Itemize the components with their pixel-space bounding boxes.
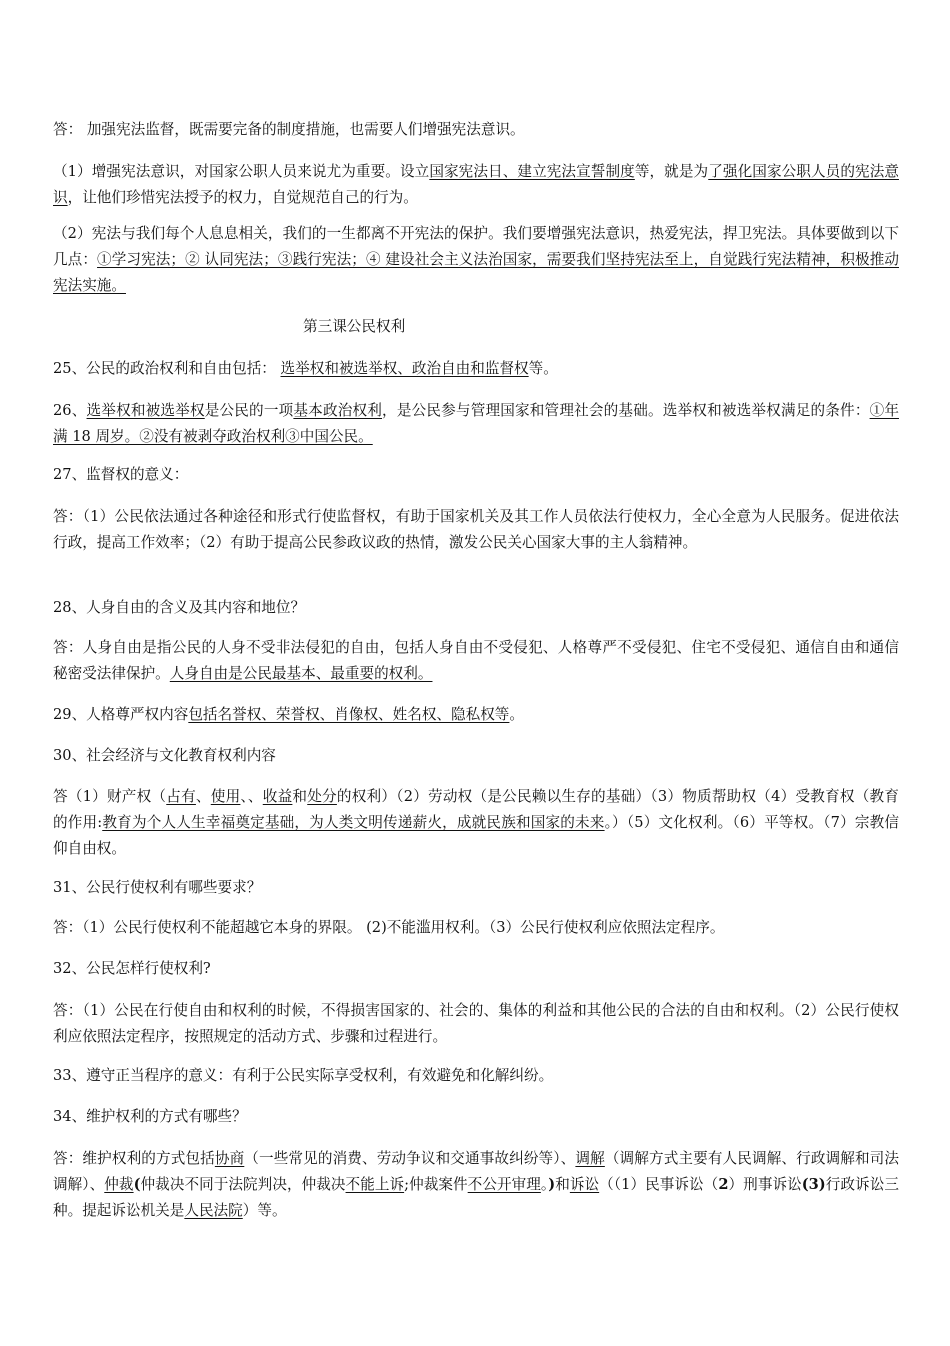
question-25: [53, 356, 899, 382]
text-segment: 27、监督权的意义：: [53, 466, 189, 483]
underlined-text: 人民法院: [184, 1202, 243, 1219]
text-segment: 33、遵守正当程序的意义：有利于公民实际享受权利，有效避免和化解纠纷。: [53, 1067, 554, 1084]
text-segment: 和: [555, 1176, 570, 1193]
lesson-title: [303, 314, 603, 340]
text-segment: 28、人身自由的含义及其内容和地位？: [53, 599, 306, 616]
question-34: [53, 1104, 899, 1130]
text-segment: 。: [540, 1176, 549, 1193]
text-segment: 34、维护权利的方式有哪些？: [53, 1108, 247, 1125]
text-segment: 。）（5）文化权利。（6）平等权。（7）宗教信仰自由权。: [53, 814, 899, 857]
text-segment: 答：（1）公民在行使自由和权利的时候，不得损害国家的、社会的、集体的利益和其他公民的合法的自由和权利。（2）公民行使权利应依照法定程序，按照规定的活动方式、步骤和过程进行。: [53, 1002, 899, 1045]
underlined-text: 不能上诉: [345, 1176, 405, 1193]
text-segment: 29、人格尊严权内容: [53, 706, 189, 723]
question-33: [53, 1063, 899, 1089]
answer-30: [53, 784, 899, 862]
text-segment: ，让他们珍惜宪法授予的权力，自觉规范自己的行为。: [67, 189, 418, 206]
text-segment: 等。: [528, 360, 558, 377]
text-segment: 答：（1）公民依法通过各种途径和形式行使监督权，有助于国家机关及其工作人员依法行使权力，全心全意为人民服务。促进依法行政，提高工作效率；（2）有助于提高公民参政议政的热情，激发公民关心国家大事的主人翁精神。: [53, 508, 899, 551]
text-segment: 26、: [53, 402, 87, 419]
text-segment: 、: [195, 788, 211, 805]
underlined-text: 诉讼: [569, 1176, 600, 1193]
underlined-text: ①年满 18 周岁。②没有被剥夺政治权利③中国公民。: [53, 402, 899, 445]
underlined-text: 收益: [262, 788, 293, 805]
text-segment: 答：人身自由是指公民的人身不受非法侵犯的自由，包括人身自由不受侵犯、人格尊严不受侵犯、住宅不受侵犯、通信自由和通信秘密受法律保护。: [53, 639, 899, 682]
text-segment: 和: [292, 788, 308, 805]
text-segment: 是公民的一项: [204, 402, 294, 419]
text-segment: 行政诉讼三种。提起诉讼机关是: [53, 1176, 899, 1219]
text-segment: ）刑事诉讼: [728, 1176, 802, 1193]
underlined-text: 使用: [210, 788, 241, 805]
question-29: [53, 702, 899, 728]
text-segment: (3): [801, 1176, 826, 1193]
paragraph-public-official-awareness: [53, 159, 899, 211]
text-segment: ;仲裁案件: [404, 1176, 468, 1193]
underlined-text: ①学习宪法；② 认同宪法；③践行宪法；④ 建设社会主义法治国家，需要我们坚持宪法至上，自觉践行宪法精神，积极推动宪法实施。: [53, 251, 899, 294]
text-segment: 、、: [240, 788, 263, 805]
text-segment: 答： 加强宪法监督，既需要完备的制度措施，也需要人们增强宪法意识。: [53, 121, 525, 138]
text-segment: 。: [509, 706, 525, 723]
question-32: [53, 956, 899, 982]
underlined-text: 占有: [166, 788, 196, 805]
text-segment: ）等。: [242, 1202, 287, 1219]
text-segment: 30、社会经济与文化教育权利内容: [53, 747, 276, 764]
question-28: [53, 595, 899, 621]
underlined-text: 不公开审理: [467, 1176, 541, 1193]
text-segment: 2: [718, 1176, 729, 1193]
underlined-text: 国家宪法日、建立宪法宣誓制度: [429, 163, 635, 180]
question-27: [53, 462, 899, 488]
text-segment: 第三课公民权利: [303, 318, 406, 335]
underlined-text: 了强化国家公职人员的宪法意识: [53, 163, 899, 206]
text-segment: （（1）民事诉讼（: [599, 1176, 719, 1193]
text-segment: 答：（1）公民行使权利不能超越它本身的界限。 (2)不能滥用权利。（3）公民行使权利应依照法定程序。: [53, 919, 725, 936]
text-segment: 31、公民行使权利有哪些要求？: [53, 879, 262, 896]
text-segment: 仲裁决不同于法院判决，仲裁决: [140, 1176, 346, 1193]
underlined-text: 处分: [307, 788, 337, 805]
underlined-text: 协商: [214, 1150, 245, 1167]
text-segment: ，是公民参与管理国家和管理社会的基础。选举权和被选举权满足的条件：: [382, 402, 870, 419]
text-segment: （调解方式主要有人民调解、行政调解和司法调解）、: [53, 1150, 899, 1193]
text-segment: 答：维护权利的方式包括: [53, 1150, 215, 1167]
underlined-text: 包括名誉权、荣誉权、肖像权、姓名权、隐私权等: [188, 706, 510, 723]
question-26: [53, 398, 899, 450]
text-segment: 答（1）财产权（: [53, 788, 167, 805]
answer-31: [53, 915, 899, 941]
text-segment: 25、公民的政治权利和自由包括：: [53, 360, 281, 377]
paragraph-everyone-awareness: [53, 221, 899, 299]
underlined-text: 调解: [575, 1150, 605, 1167]
answer-34: [53, 1146, 899, 1224]
text-segment: 的权利）（2）劳动权（是公民赖以生存的基础）（3）物质帮助权（4）受教育权（教育的作用:: [53, 788, 899, 831]
underlined-text: 教育为个人人生幸福奠定基础，为人类文明传递薪火，成就民族和国家的未来: [102, 814, 605, 831]
text-segment: ): [548, 1176, 556, 1193]
answer-28: [53, 635, 899, 687]
question-30: [53, 743, 899, 769]
answer-27: [53, 504, 899, 556]
underlined-text: 仲裁: [104, 1176, 134, 1193]
text-segment: （2）宪法与我们每个人息息相关，我们的一生都离不开宪法的保护。我们要增强宪法意识，热爱宪法，捍卫宪法。具体要做到以下几点：: [53, 225, 899, 268]
text-segment: 等，就是为: [634, 163, 709, 180]
text-segment: （一些常见的消费、劳动争议和交通事故纠纷等）、: [244, 1150, 576, 1167]
text-segment: (: [133, 1176, 141, 1193]
text-segment: 32、公民怎样行使权利?: [53, 960, 211, 977]
answer-paragraph: [53, 117, 899, 143]
text-segment: （1）增强宪法意识，对国家公职人员来说尤为重要。设立: [53, 163, 430, 180]
question-31: [53, 875, 899, 901]
answer-32: [53, 998, 899, 1050]
underlined-text: 选举权和被选举权、政治自由和监督权: [280, 360, 529, 377]
underlined-text: 选举权和被选举权: [86, 402, 205, 419]
underlined-text: 人身自由是公民最基本、最重要的权利。: [169, 665, 433, 682]
underlined-text: 基本政治权利: [293, 402, 383, 419]
